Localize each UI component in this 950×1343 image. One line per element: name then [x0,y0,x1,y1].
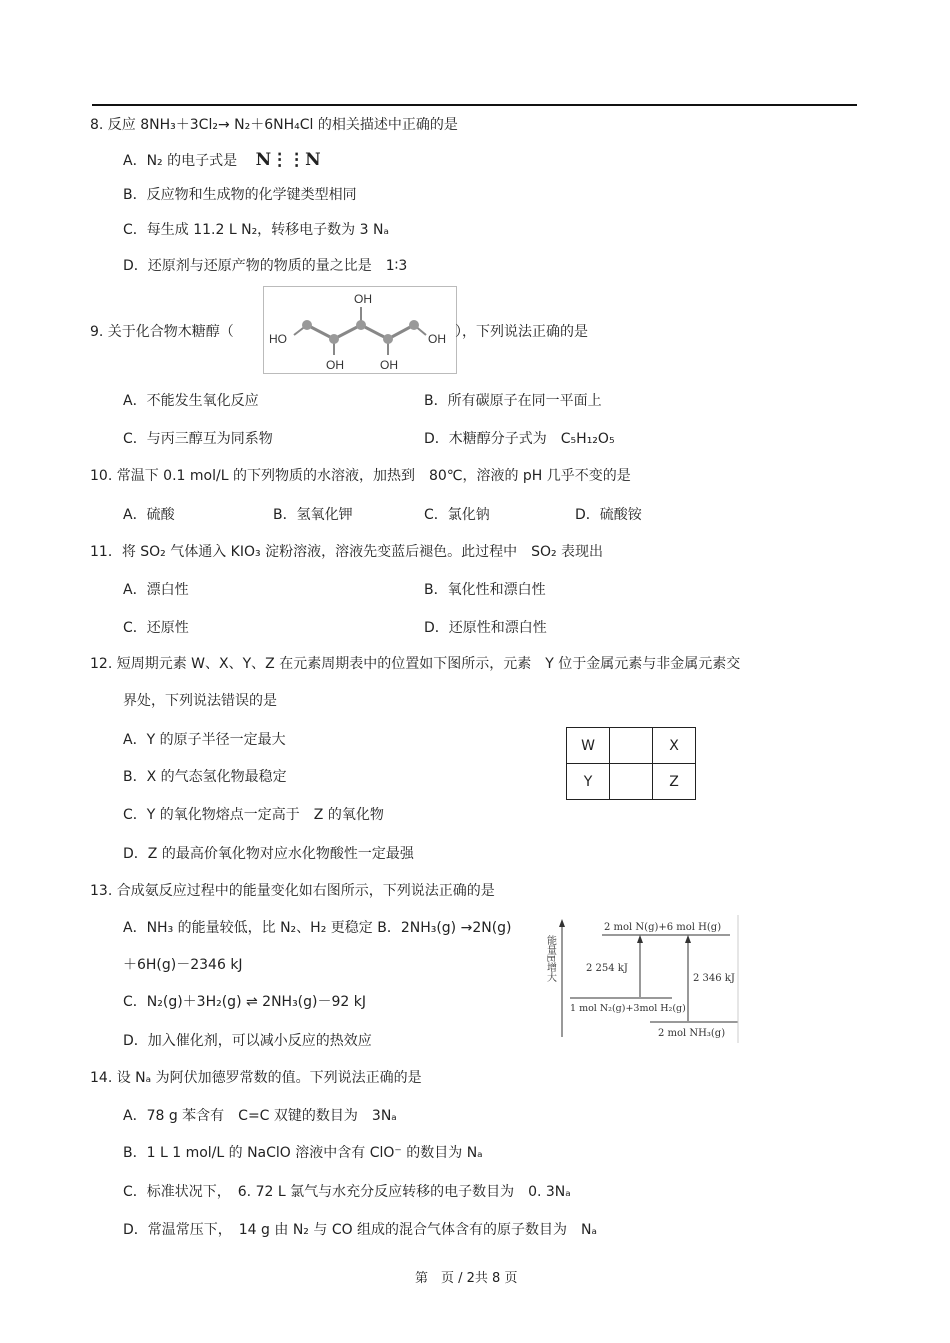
header-rule [92,104,857,106]
q10-stem: 10. 常温下 0.1 mol/L 的下列物质的水溶液，加热到 80℃，溶液的 pH 几乎不变的是 [90,468,631,484]
cell-y: Y [567,764,610,800]
q14-option-d: D．常温常压下， 14 g 由 N₂ 与 CO 组成的混合气体含有的原子数目为 Nₐ [123,1222,598,1238]
q9-option-b: B．所有碳原子在同一平面上 [424,393,602,409]
periodic-table-fragment [566,727,696,800]
q11-option-c: C．还原性 [123,620,189,636]
q8-option-a [123,150,321,171]
n2-electron-formula: N⋮⋮N [255,150,321,170]
right-energy-label: 2 346 kJ [693,973,735,984]
top-level-label: 2 mol N(g)+6 mol H(g) [604,922,722,933]
energy-diagram-svg [544,915,740,1043]
q8-stem: 8. 反应 8NH₃＋3Cl₂→ N₂＋6NH₄Cl 的相关描述中正确的是 [90,117,458,133]
cell-x: X [653,728,696,764]
q10-option-b: B．氢氧化钾 [273,507,353,523]
oh-top-label: OH [354,292,372,306]
q9-option-d: D．木糖醇分子式为 C₅H₁₂O₅ [424,431,615,447]
q12-stem: 12. 短周期元素 W、X、Y、Z 在元素周期表中的位置如下图所示，元素 Y 位于金属元素与非金属元素交 [90,656,741,672]
q8-option-b: B．反应物和生成物的化学键类型相同 [123,187,357,203]
q13-option-c: C．N₂(g)＋3H₂(g) ⇌ 2NH₃(g)－92 kJ [123,994,366,1010]
cell-empty-1 [610,728,653,764]
q13-option-d: D．加入催化剂，可以减小反应的热效应 [123,1033,372,1049]
q9-stem-pre: 9. 关于化合物木糖醇（ [90,324,234,340]
cell-empty-2 [610,764,653,800]
q14-option-a: A．78 g 苯含有 C=C 双键的数目为 3Nₐ [123,1108,397,1124]
q10-option-c: C．氯化钠 [424,507,490,523]
left-energy-label: 2 254 kJ [586,963,628,974]
bottom-level-label: 2 mol NH₃(g) [658,1028,726,1039]
q13-stem: 13. 合成氨反应过程中的能量变化如右图所示，下列说法正确的是 [90,883,495,899]
q9-stem-post: ），下列说法正确的是 [455,324,588,340]
q8-option-d: D．还原剂与还原产物的物质的量之比是 1∶3 [123,258,408,274]
xylitol-structure [263,286,457,374]
q12-option-a: A．Y 的原子半径一定最大 [123,732,286,748]
xylitol-structure-svg [264,287,456,373]
mid-level-label: 1 mol N₂(g)+3mol H₂(g) [570,1003,686,1014]
q11-option-a: A．漂白性 [123,582,189,598]
cell-z: Z [653,764,696,800]
q13-option-ab: A．NH₃ 的能量较低，比 N₂、H₂ 更稳定 B．2NH₃(g) →2N(g) [123,920,512,936]
q11-stem: 11．将 SO₂ 气体通入 KIO₃ 淀粉溶液，溶液先变蓝后褪色。此过程中 SO₂ 表现出 [90,544,604,560]
q9-option-a: A．不能发生氧化反应 [123,393,259,409]
q12-option-c: C．Y 的氧化物熔点一定高于 Z 的氧化物 [123,807,384,823]
q12-option-b: B．X 的气态氢化物最稳定 [123,769,287,785]
q11-option-d: D．还原性和漂白性 [424,620,547,636]
energy-diagram [544,915,740,1043]
ho-left-label: HO [269,332,287,346]
q13-option-b-cont: ＋6H(g)－2346 kJ [123,957,243,973]
oh-bottom-1-label: OH [326,358,344,372]
page-footer: 第 页 / 2共 8 页 [415,1271,518,1286]
q14-option-c: C．标准状况下， 6. 72 L 氯气与水充分反应转移的电子数目为 0. 3Nₐ [123,1184,571,1200]
q14-option-b: B．1 L 1 mol/L 的 NaClO 溶液中含有 ClO⁻ 的数目为 Nₐ [123,1145,483,1161]
energy-axis-label: 能量E增大 [544,935,556,983]
q9-option-c: C．与丙三醇互为同系物 [123,431,273,447]
q10-option-d: D．硫酸铵 [575,507,642,523]
cell-w: W [567,728,610,764]
q14-stem: 14. 设 Nₐ 为阿伏加德罗常数的值。下列说法正确的是 [90,1070,422,1086]
oh-bottom-2-label: OH [380,358,398,372]
oh-right-label: OH [428,332,446,346]
q11-option-b: B．氧化性和漂白性 [424,582,546,598]
q12-stem-2: 界处，下列说法错误的是 [123,693,277,709]
q8-option-c: C．每生成 11.2 L N₂，转移电子数为 3 Nₐ [123,222,389,238]
q8-option-a-text: A．N₂ 的电子式是 [123,153,238,169]
q10-option-a: A．硫酸 [123,507,175,523]
q12-option-d: D．Z 的最高价氧化物对应水化物酸性一定最强 [123,846,414,862]
